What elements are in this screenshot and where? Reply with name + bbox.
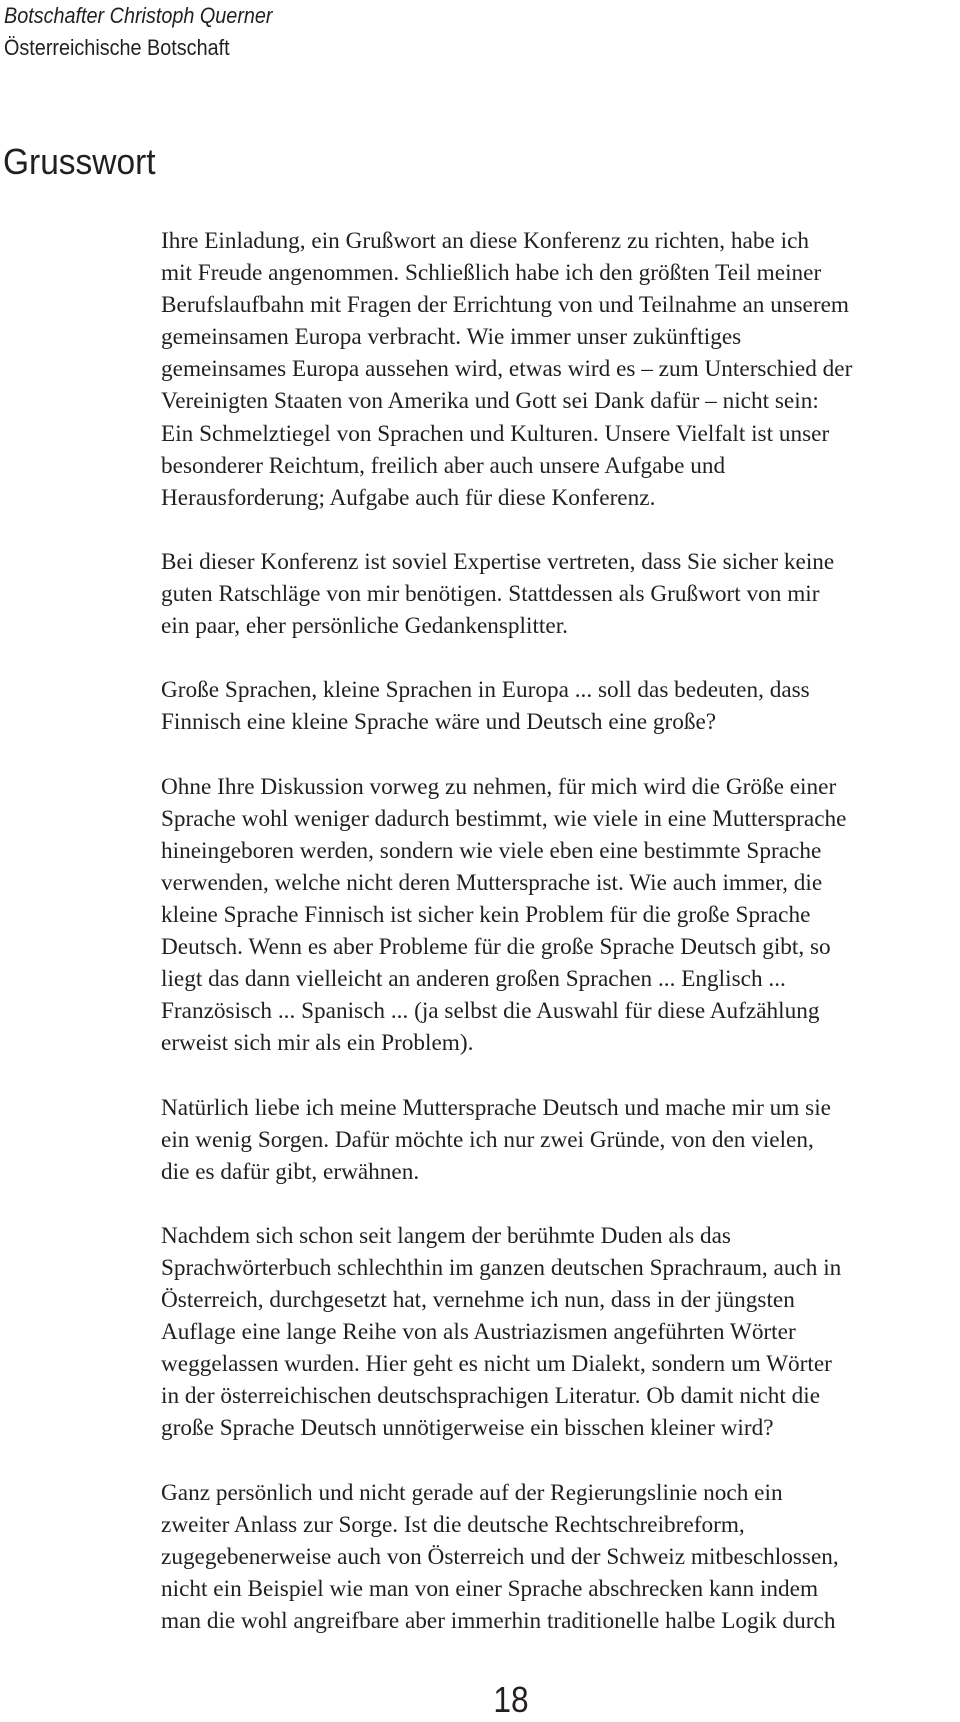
paragraph xyxy=(161,1477,960,1637)
text-line: Sprache wohl weniger dadurch bestimmt, wie viele in eine Muttersprache xyxy=(161,805,847,832)
text-line: Nachdem sich schon seit langem der berühmte Duden als das xyxy=(161,1222,731,1249)
text-line: kleine Sprache Finnisch ist sicher kein Problem für die große Sprache xyxy=(161,901,811,928)
text-line: guten Ratschläge von mir benötigen. Stattdessen als Grußwort von mir xyxy=(161,581,820,608)
text-line: Bei dieser Konferenz ist soviel Expertise vertreten, dass Sie sicher keine xyxy=(161,548,835,575)
text-line: die es dafür gibt, erwähnen. xyxy=(161,1158,420,1185)
text-line: Berufslaufbahn mit Fragen der Errichtung von und Teilnahme an unserem xyxy=(161,292,849,319)
text-line: nicht ein Beispiel wie man von einer Sprache abschrecken kann indem xyxy=(161,1575,819,1602)
text-line: Finnisch eine kleine Sprache wäre und Deutsch eine große? xyxy=(161,709,717,736)
paragraph xyxy=(161,771,960,1060)
text-line: mit Freude angenommen. Schließlich habe ich den größten Teil meiner xyxy=(161,260,822,287)
text-line: Französisch ... Spanisch ... (ja selbst die Auswahl für diese Aufzählung xyxy=(161,998,820,1025)
paragraph xyxy=(161,225,960,514)
text-line: Sprachwörterbuch schlechthin im ganzen deutschen Sprachraum, auch in xyxy=(161,1255,842,1281)
text-line: besonderer Reichtum, freilich aber auch unsere Aufgabe und xyxy=(161,452,726,479)
text-line: Ohne Ihre Diskussion vorweg zu nehmen, für mich wird die Größe einer xyxy=(161,773,837,800)
text-line: man die wohl angreifbare aber immerhin traditionelle halbe Logik durch xyxy=(161,1608,836,1635)
author-name: Botschafter Christoph Querner xyxy=(4,3,273,28)
text-line: Österreich, durchgesetzt hat, vernehme ich nun, dass in der jüngsten xyxy=(161,1287,795,1314)
document-body xyxy=(161,225,960,1669)
text-line: Auflage eine lange Reihe von als Austriazismen angeführten Wörter xyxy=(161,1319,796,1346)
text-line: Große Sprachen, kleine Sprachen in Europa ... soll das bedeuten, dass xyxy=(161,677,810,704)
text-line: liegt das dann vielleicht an anderen großen Sprachen ... Englisch ... xyxy=(161,966,786,993)
page-header xyxy=(4,0,273,64)
organization-name: Österreichische Botschaft xyxy=(4,35,230,60)
paragraph xyxy=(161,1220,960,1445)
text-line: Herausforderung; Aufgabe auch für diese Konferenz. xyxy=(161,484,656,511)
paragraph xyxy=(161,546,960,642)
text-line: Deutsch. Wenn es aber Probleme für die große Sprache Deutsch gibt, so xyxy=(161,934,831,961)
paragraph xyxy=(161,674,960,738)
text-line: Ihre Einladung, ein Grußwort an diese Konferenz zu richten, habe ich xyxy=(161,228,810,254)
text-line: erweist sich mir als ein Problem). xyxy=(161,1030,474,1057)
text-line: große Sprache Deutsch unnötigerweise ein bisschen kleiner wird? xyxy=(161,1415,774,1442)
paragraph xyxy=(161,1092,960,1188)
text-line: ein wenig Sorgen. Dafür möchte ich nur zwei Gründe, von den vielen, xyxy=(161,1126,814,1153)
text-line: Ein Schmelztiegel von Sprachen und Kulturen. Unsere Vielfalt ist unser xyxy=(161,420,830,447)
text-line: hineingeboren werden, sondern wie viele eben eine bestimmte Sprache xyxy=(161,837,822,864)
page-number: 18 xyxy=(493,1679,529,1720)
text-line: gemeinsamen Europa verbracht. Wie immer unser zukünftiges xyxy=(161,324,742,351)
text-line: in der österreichischen deutschsprachigen Literatur. Ob damit nicht die xyxy=(161,1383,821,1410)
text-line: verwenden, welche nicht deren Muttersprache ist. Wie auch immer, die xyxy=(161,869,823,896)
text-line: zweiter Anlass zur Sorge. Ist die deutsche Rechtschreibreform, xyxy=(161,1511,745,1538)
text-line: Ganz persönlich und nicht gerade auf der Regierungslinie noch ein xyxy=(161,1479,783,1506)
text-line: gemeinsames Europa aussehen wird, etwas wird es – zum Unterschied der xyxy=(161,356,853,383)
text-line: zugegebenerweise auch von Österreich und der Schweiz mitbeschlossen, xyxy=(161,1543,839,1570)
document-title: Grusswort xyxy=(3,141,156,182)
text-line: ein paar, eher persönliche Gedankensplitter. xyxy=(161,613,568,640)
text-line: weggelassen wurden. Hier geht es nicht um Dialekt, sondern um Wörter xyxy=(161,1351,832,1378)
text-line: Vereinigten Staaten von Amerika und Gott sei Dank dafür – nicht sein: xyxy=(161,388,819,415)
text-line: Natürlich liebe ich meine Muttersprache Deutsch und mache mir um sie xyxy=(161,1094,832,1121)
